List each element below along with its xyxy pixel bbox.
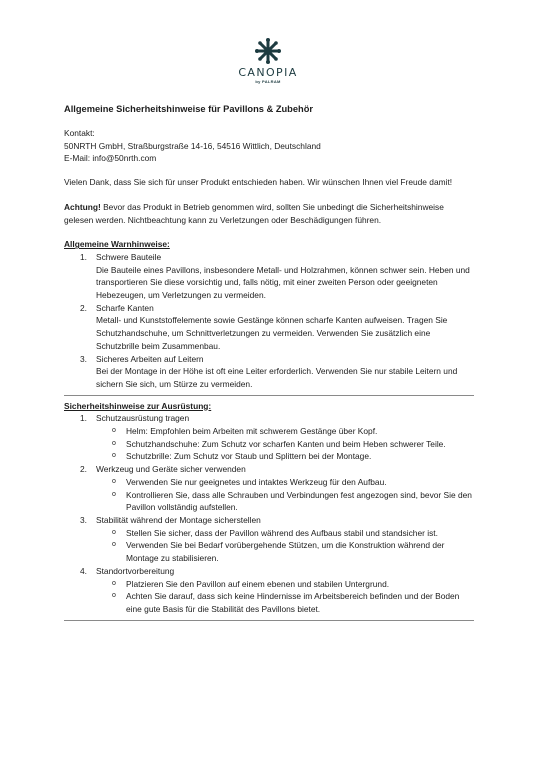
bullet-icon: o bbox=[112, 528, 116, 536]
list-item bbox=[64, 251, 474, 302]
list-item bbox=[64, 302, 474, 353]
bullet-icon: o bbox=[112, 427, 116, 435]
bullet-icon: o bbox=[112, 541, 116, 549]
item-number: 3. bbox=[80, 353, 87, 364]
bullet-text: Verwenden Sie nur geeignetes und intaktes Werkzeug für den Aufbau. bbox=[126, 476, 387, 487]
bullet-text: Helm: Empfohlen beim Arbeiten mit schwerem Gestänge über Kopf. bbox=[126, 426, 378, 437]
bullet-text: Platzieren Sie den Pavillon auf einem ebenen und stabilen Untergrund. bbox=[126, 578, 390, 589]
bullet-text: Verwenden Sie bei Bedarf vorübergehende Stützen, um die Konstruktion während der Montage zu stabilisieren. bbox=[126, 540, 445, 564]
list-item bbox=[64, 353, 474, 391]
contact-block bbox=[64, 127, 474, 165]
contact-label: Kontakt: bbox=[64, 128, 95, 138]
list-item bbox=[64, 565, 474, 578]
item-heading: Werkzeug und Geräte sicher verwenden bbox=[96, 464, 246, 475]
list-item bbox=[64, 463, 474, 476]
bullet-icon: o bbox=[112, 579, 116, 587]
bullet-text: Schutzbrille: Zum Schutz vor Staub und Splittern bei der Montage. bbox=[126, 451, 372, 462]
bullet-item bbox=[64, 578, 474, 591]
contact-address: 50NRTH GmbH, Straßburgstraße 14-16, 54516 Wittlich, Deutschland bbox=[64, 140, 321, 151]
item-heading: Schwere Bauteile bbox=[96, 251, 162, 262]
item-heading: Stabilität während der Montage sicherstellen bbox=[96, 514, 261, 525]
bullet-item bbox=[64, 450, 474, 463]
bullet-icon: o bbox=[112, 490, 116, 498]
bullet-icon: o bbox=[112, 452, 116, 460]
item-body: Die Bauteile eines Pavillons, insbesondere Metall- und Holzrahmen, können schwer sein. Heben und transportieren Sie diese vorsichtig und, falls nötig, mit einer zweiten Person oder geeigneten Hebezeugen, um Verletzungen zu vermeiden. bbox=[96, 264, 470, 301]
bullet-text: Stellen Sie sicher, dass der Pavillon während des Aufbaus stabil und standsicher ist. bbox=[126, 527, 438, 538]
warning-paragraph bbox=[64, 201, 474, 226]
item-number: 2. bbox=[80, 302, 87, 313]
bullet-item bbox=[64, 539, 474, 564]
bullet-text: Achten Sie darauf, dass sich keine Hindernisse im Arbeitsbereich befinden und der Boden eine gute Basis für die Stabilität des Pavillons bietet. bbox=[126, 591, 460, 614]
warning-label: Achtung! bbox=[64, 201, 101, 212]
bullet-text: Schutzhandschuhe: Zum Schutz vor scharfen Kanten und beim Heben schwerer Teile. bbox=[126, 438, 446, 449]
logo-subtitle: by PALRAM bbox=[255, 79, 281, 84]
bullet-text: Kontrollieren Sie, dass alle Schrauben und Verbindungen fest angezogen sind, bevor Sie den Pavillon vollständig aufstellen. bbox=[126, 489, 472, 513]
section-general-title: Allgemeine Warnhinweise: bbox=[64, 239, 170, 250]
document-body bbox=[64, 103, 474, 625]
section-equipment-title: Sicherheitshinweise zur Ausrüstung: bbox=[64, 400, 212, 411]
divider bbox=[64, 395, 474, 396]
item-number: 2. bbox=[80, 464, 87, 475]
bullet-item bbox=[64, 438, 474, 451]
bullet-icon: o bbox=[112, 439, 116, 447]
list-item bbox=[64, 412, 474, 425]
item-heading: Scharfe Kanten bbox=[96, 302, 154, 313]
item-heading: Schutzausrüstung tragen bbox=[96, 413, 190, 424]
divider bbox=[64, 620, 474, 621]
bullet-item bbox=[64, 590, 474, 615]
canopia-logo-icon bbox=[255, 38, 281, 64]
item-number: 3. bbox=[80, 514, 87, 525]
bullet-icon: o bbox=[112, 592, 116, 600]
bullet-item bbox=[64, 489, 474, 514]
item-number: 1. bbox=[80, 413, 87, 424]
contact-email: E-Mail: info@50nrth.com bbox=[64, 153, 157, 164]
item-number: 4. bbox=[80, 565, 87, 576]
list-item bbox=[64, 514, 474, 527]
general-warnings-list bbox=[64, 251, 474, 391]
bullet-icon: o bbox=[112, 477, 116, 485]
item-heading: Sicheres Arbeiten auf Leitern bbox=[96, 353, 204, 364]
equipment-list bbox=[64, 412, 474, 615]
bullet-item bbox=[64, 527, 474, 540]
item-body: Bei der Montage in der Höhe ist oft eine Leiter erforderlich. Verwenden Sie nur stabile Leitern und sichern Sie sich, um Stürze zu vermeiden. bbox=[96, 366, 458, 389]
bullet-item bbox=[64, 425, 474, 438]
brand-logo bbox=[0, 38, 536, 84]
item-number: 1. bbox=[80, 251, 87, 262]
item-body: Metall- und Kunststoffelemente sowie Gestänge können scharfe Kanten aufweisen. Tragen Sie Schutzhandschuhe, um Schnittverletzungen zu vermeiden. Verwenden Sie zusätzlich eine Schutzbrille beim Zusammenbau. bbox=[96, 315, 448, 351]
thanks-paragraph: Vielen Dank, dass Sie sich für unser Produkt entschieden haben. Wir wünschen Ihnen viel Freude damit! bbox=[64, 177, 453, 188]
document-title: Allgemeine Sicherheitshinweise für Pavillons & Zubehör bbox=[64, 104, 314, 114]
item-heading: Standortvorbereitung bbox=[96, 565, 175, 576]
bullet-item bbox=[64, 476, 474, 489]
logo-wordmark: CANOPIA bbox=[238, 66, 298, 79]
warning-text: Bevor das Produkt in Betrieb genommen wird, sollten Sie unbedingt die Sicherheitshinweise gelesen werden. Nichtbeachtung kann zu Verletzungen oder Beschädigungen führen. bbox=[64, 201, 444, 225]
